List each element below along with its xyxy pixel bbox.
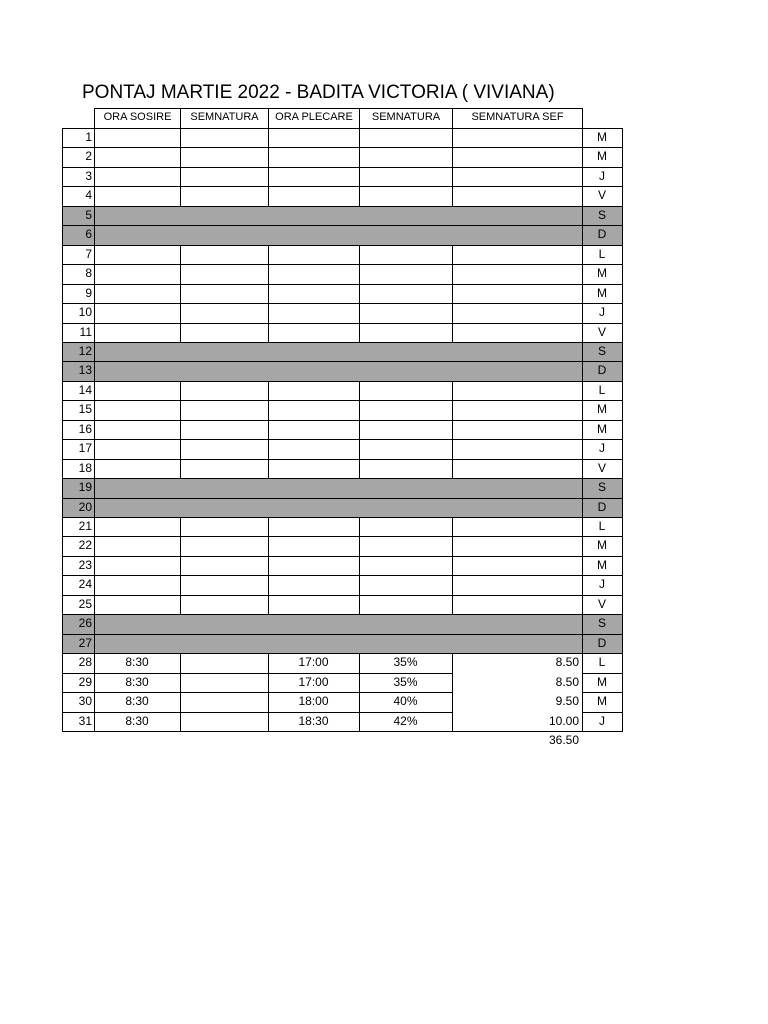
hours-total: 36.50 <box>548 732 579 747</box>
weekend-row-fill <box>62 206 622 225</box>
grid-line <box>180 245 181 264</box>
grid-line <box>359 517 360 536</box>
grid-line <box>94 478 582 479</box>
hours-worked: 8.50 <box>555 655 579 670</box>
grid-line <box>62 303 94 304</box>
grid-line <box>359 128 360 147</box>
weekend-row-fill <box>62 614 622 633</box>
grid-line <box>94 634 582 635</box>
grid-line <box>582 147 623 148</box>
row-weekday: V <box>597 596 606 611</box>
grid-line <box>62 634 94 635</box>
grid-line <box>268 712 269 731</box>
grid-line <box>62 225 94 226</box>
row-day-number: 6 <box>85 227 92 242</box>
row-day-number: 4 <box>85 188 92 203</box>
row-day-number: 5 <box>85 207 92 222</box>
grid-line <box>582 459 623 460</box>
row-day-number: 19 <box>78 480 92 495</box>
grid-line <box>359 556 360 575</box>
row-day-number: 31 <box>78 713 92 728</box>
grid-line <box>582 167 623 168</box>
grid-line <box>94 673 453 674</box>
grid-line <box>359 323 360 342</box>
percentage: 42% <box>393 713 418 728</box>
departure-time: 17:00 <box>298 674 329 689</box>
weekend-row-fill <box>62 498 622 517</box>
grid-line <box>452 284 453 303</box>
row-day-number: 29 <box>78 674 92 689</box>
grid-line <box>94 439 582 440</box>
grid-line <box>180 147 181 167</box>
departure-time: 18:00 <box>298 694 329 709</box>
grid-line <box>180 575 181 595</box>
grid-line <box>268 575 269 595</box>
row-day-number: 13 <box>78 363 92 378</box>
grid-line <box>359 264 360 284</box>
grid-line <box>582 498 623 499</box>
row-day-number: 24 <box>78 577 92 592</box>
grid-line <box>180 420 181 439</box>
grid-line <box>62 186 94 187</box>
row-weekday: M <box>597 285 607 300</box>
row-day-number: 9 <box>85 285 92 300</box>
grid-line <box>268 245 269 264</box>
row-weekday: M <box>597 694 607 709</box>
grid-line <box>359 712 360 731</box>
grid-line <box>180 128 181 147</box>
grid-line <box>62 206 94 207</box>
row-weekday: M <box>597 266 607 281</box>
grid-line <box>62 342 94 343</box>
grid-line <box>452 439 453 459</box>
grid-line <box>582 420 623 421</box>
grid-line <box>268 323 269 342</box>
grid-line <box>62 361 94 362</box>
column-header: SEMNATURA <box>359 108 453 129</box>
row-day-number: 26 <box>78 616 92 631</box>
grid-line <box>268 692 269 712</box>
grid-line <box>582 342 623 343</box>
grid-line <box>62 478 94 479</box>
grid-line <box>268 653 269 673</box>
grid-line <box>359 400 360 420</box>
grid-line <box>268 400 269 420</box>
grid-line <box>452 459 453 478</box>
grid-line <box>94 595 582 596</box>
grid-line <box>582 400 623 401</box>
grid-line <box>452 692 453 712</box>
column-header: SEMNATURA SEF <box>452 108 583 129</box>
grid-line <box>62 381 94 382</box>
grid-line <box>62 459 94 460</box>
grid-line <box>94 128 95 732</box>
grid-line <box>180 381 181 400</box>
row-weekday: J <box>599 577 605 592</box>
grid-line <box>94 147 582 148</box>
grid-line <box>180 167 181 186</box>
row-day-number: 27 <box>78 635 92 650</box>
grid-line <box>452 245 453 264</box>
weekend-row-fill <box>62 225 622 244</box>
grid-line <box>180 439 181 459</box>
grid-line <box>94 186 582 187</box>
grid-line <box>582 264 623 265</box>
grid-line <box>582 653 623 654</box>
grid-line <box>180 323 181 342</box>
row-day-number: 15 <box>78 402 92 417</box>
grid-line <box>582 381 623 382</box>
row-weekday: L <box>598 655 606 670</box>
grid-line <box>62 128 623 129</box>
grid-line <box>94 712 453 713</box>
row-day-number: 18 <box>78 460 92 475</box>
grid-line <box>452 167 453 186</box>
grid-line <box>582 284 623 285</box>
grid-line <box>359 575 360 595</box>
row-weekday: V <box>597 460 606 475</box>
row-weekday: M <box>597 130 607 144</box>
row-day-number: 28 <box>78 655 92 670</box>
row-day-number: 30 <box>78 694 92 709</box>
grid-line <box>452 673 453 692</box>
row-weekday: V <box>597 188 606 203</box>
grid-line <box>582 245 623 246</box>
weekend-row-fill <box>62 342 622 361</box>
grid-line <box>94 653 582 654</box>
grid-line <box>62 595 94 596</box>
weekend-row-fill <box>62 361 622 380</box>
row-weekday: M <box>597 402 607 417</box>
row-weekday: L <box>598 519 606 533</box>
grid-line <box>582 536 623 537</box>
grid-line <box>62 420 94 421</box>
grid-line <box>268 128 269 147</box>
grid-line <box>582 575 623 576</box>
grid-line <box>62 245 94 246</box>
grid-line <box>94 400 582 401</box>
row-day-number: 23 <box>78 557 92 572</box>
grid-line <box>268 595 269 614</box>
grid-line <box>582 439 623 440</box>
arrival-time: 8:30 <box>125 713 149 728</box>
grid-line <box>94 361 582 362</box>
grid-line <box>94 420 582 421</box>
grid-line <box>452 420 453 439</box>
arrival-time: 8:30 <box>125 674 149 689</box>
column-header: ORA PLECARE <box>268 108 360 129</box>
grid-line <box>180 653 181 673</box>
grid-line <box>452 128 453 147</box>
grid-line <box>180 186 181 206</box>
departure-time: 18:30 <box>298 713 329 728</box>
grid-line <box>62 692 94 693</box>
grid-line <box>582 595 623 596</box>
grid-line <box>359 420 360 439</box>
percentage: 35% <box>393 674 418 689</box>
grid-line <box>94 225 582 226</box>
grid-line <box>268 459 269 478</box>
grid-line <box>268 556 269 575</box>
grid-line <box>582 478 623 479</box>
grid-line <box>359 167 360 186</box>
grid-line <box>582 128 583 732</box>
grid-line <box>268 264 269 284</box>
grid-line <box>622 128 623 732</box>
grid-line <box>94 323 582 324</box>
weekend-row-fill <box>62 634 622 653</box>
grid-line <box>359 381 360 400</box>
grid-line <box>94 536 582 537</box>
grid-line <box>452 186 453 206</box>
grid-line <box>582 303 623 304</box>
grid-line <box>62 731 453 732</box>
grid-line <box>582 634 623 635</box>
grid-line <box>452 556 453 575</box>
row-weekday: D <box>597 635 607 650</box>
grid-line <box>62 536 94 537</box>
hours-worked: 10.00 <box>548 713 579 728</box>
row-weekday: L <box>598 246 606 261</box>
row-day-number: 2 <box>85 149 92 164</box>
grid-line <box>94 575 582 576</box>
grid-line <box>62 439 94 440</box>
row-day-number: 7 <box>85 246 92 261</box>
grid-line <box>62 323 94 324</box>
grid-line <box>62 167 94 168</box>
row-weekday: M <box>597 538 607 553</box>
grid-line <box>582 225 623 226</box>
grid-line <box>268 381 269 400</box>
grid-line <box>62 673 94 674</box>
grid-line <box>62 712 94 713</box>
grid-line <box>268 517 269 536</box>
grid-line <box>582 361 623 362</box>
grid-line <box>268 284 269 303</box>
grid-line <box>94 614 582 615</box>
grid-line <box>62 498 94 499</box>
grid-line <box>359 284 360 303</box>
grid-line <box>94 517 582 518</box>
grid-line <box>62 653 94 654</box>
grid-line <box>268 186 269 206</box>
grid-line <box>62 556 94 557</box>
page-title: PONTAJ MARTIE 2022 - BADITA VICTORIA ( VIVIANA) <box>82 82 555 103</box>
grid-line <box>94 556 582 557</box>
grid-line <box>94 459 582 460</box>
row-day-number: 3 <box>85 168 92 183</box>
row-day-number: 14 <box>78 382 92 397</box>
row-day-number: 10 <box>78 305 92 320</box>
grid-line <box>359 303 360 323</box>
grid-line <box>94 167 582 168</box>
grid-line <box>180 517 181 536</box>
grid-line <box>180 536 181 556</box>
grid-line <box>268 303 269 323</box>
row-weekday: D <box>597 499 607 514</box>
grid-line <box>94 264 582 265</box>
grid-line <box>268 536 269 556</box>
grid-line <box>268 420 269 439</box>
grid-line <box>268 439 269 459</box>
grid-line <box>62 400 94 401</box>
grid-line <box>359 147 360 167</box>
weekend-row-fill <box>62 478 622 497</box>
grid-line <box>180 673 181 692</box>
row-day-number: 11 <box>79 324 92 339</box>
grid-line <box>359 186 360 206</box>
grid-line <box>582 712 623 713</box>
grid-line <box>359 245 360 264</box>
row-day-number: 16 <box>78 421 92 436</box>
row-day-number: 21 <box>78 519 92 533</box>
grid-line <box>94 498 582 499</box>
grid-line <box>94 342 582 343</box>
hours-worked: 8.50 <box>555 674 579 689</box>
grid-line <box>452 653 453 673</box>
row-day-number: 17 <box>78 441 92 456</box>
grid-line <box>94 206 582 207</box>
grid-line <box>452 264 453 284</box>
grid-line <box>180 556 181 575</box>
grid-line <box>268 167 269 186</box>
row-weekday: M <box>597 421 607 436</box>
row-weekday: J <box>599 441 605 456</box>
grid-line <box>180 595 181 614</box>
grid-line <box>94 692 453 693</box>
grid-line <box>94 245 582 246</box>
row-weekday: M <box>597 149 607 164</box>
row-day-number: 1 <box>85 130 92 144</box>
percentage: 35% <box>393 655 418 670</box>
grid-line <box>452 536 453 556</box>
grid-line <box>359 536 360 556</box>
grid-line <box>359 653 360 673</box>
grid-line <box>452 712 453 731</box>
row-weekday: J <box>599 305 605 320</box>
grid-line <box>62 128 63 732</box>
grid-line <box>268 147 269 167</box>
grid-line <box>62 517 94 518</box>
grid-line <box>180 692 181 712</box>
percentage: 40% <box>393 694 418 709</box>
grid-line <box>62 575 94 576</box>
grid-line <box>62 614 94 615</box>
grid-line <box>359 595 360 614</box>
grid-line <box>359 692 360 712</box>
grid-line <box>452 595 453 614</box>
row-weekday: J <box>599 168 605 183</box>
grid-line <box>582 556 623 557</box>
row-weekday: V <box>597 324 606 339</box>
row-weekday: J <box>599 713 605 728</box>
row-weekday: L <box>598 382 606 397</box>
grid-line <box>180 459 181 478</box>
grid-line <box>180 264 181 284</box>
grid-line <box>359 459 360 478</box>
grid-line <box>452 323 453 342</box>
grid-line <box>180 303 181 323</box>
arrival-time: 8:30 <box>125 694 149 709</box>
grid-line <box>582 614 623 615</box>
row-day-number: 22 <box>78 538 92 553</box>
row-weekday: S <box>597 207 606 222</box>
row-day-number: 20 <box>78 499 92 514</box>
grid-line <box>62 264 94 265</box>
grid-line <box>582 692 623 693</box>
grid-line <box>359 673 360 692</box>
grid-line <box>180 712 181 731</box>
row-weekday: D <box>597 227 607 242</box>
row-day-number: 25 <box>78 596 92 611</box>
row-weekday: M <box>597 557 607 572</box>
grid-line <box>62 147 94 148</box>
grid-line <box>452 575 453 595</box>
grid-line <box>94 284 582 285</box>
column-header: ORA SOSIRE <box>94 108 181 129</box>
grid-line <box>452 147 453 167</box>
grid-line <box>62 284 94 285</box>
column-header: SEMNATURA <box>180 108 269 129</box>
hours-worked: 9.50 <box>555 694 579 709</box>
row-weekday: S <box>597 616 606 631</box>
grid-line <box>582 517 623 518</box>
grid-line <box>582 186 623 187</box>
grid-line <box>268 673 269 692</box>
grid-line <box>452 400 453 420</box>
grid-line <box>582 323 623 324</box>
grid-line <box>582 673 623 674</box>
row-weekday: M <box>597 674 607 689</box>
grid-line <box>180 400 181 420</box>
departure-time: 17:00 <box>298 655 329 670</box>
grid-line <box>94 381 582 382</box>
grid-line <box>452 381 453 400</box>
row-day-number: 8 <box>85 266 92 281</box>
grid-line <box>452 517 453 536</box>
row-weekday: S <box>597 480 606 495</box>
row-weekday: S <box>597 343 606 358</box>
grid-line <box>359 439 360 459</box>
grid-line <box>582 206 623 207</box>
row-weekday: D <box>597 363 607 378</box>
row-day-number: 12 <box>78 343 92 358</box>
grid-line <box>180 284 181 303</box>
grid-line <box>452 303 453 323</box>
arrival-time: 8:30 <box>125 655 149 670</box>
grid-line <box>94 303 582 304</box>
